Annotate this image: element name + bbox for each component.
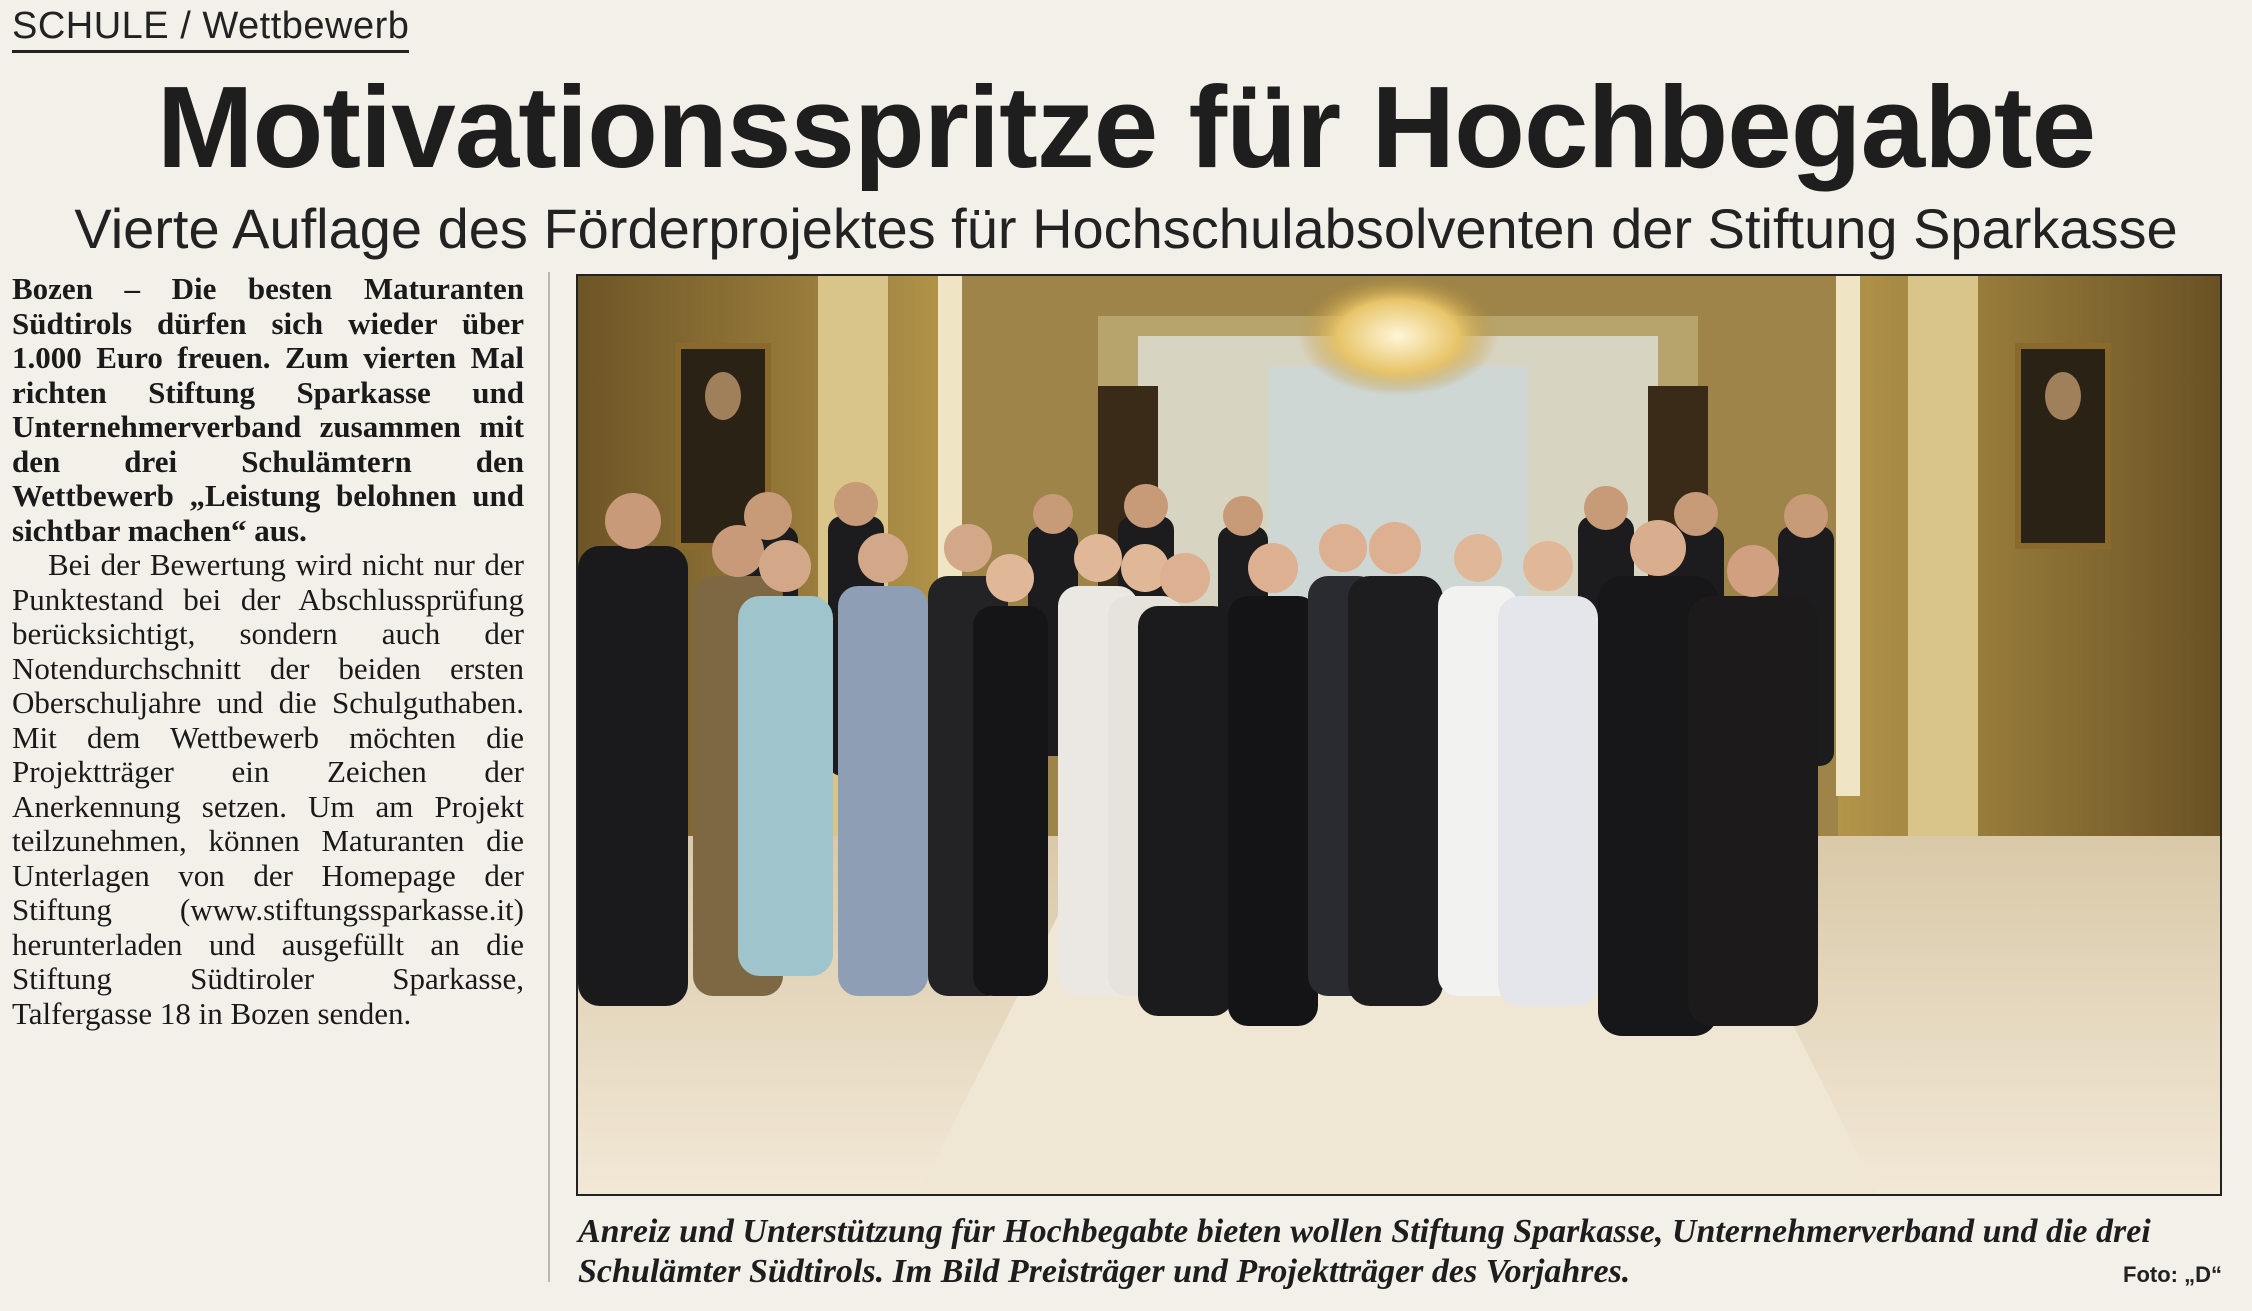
headline: Motivationsspritze für Hochbegabte xyxy=(156,62,2096,192)
article-body: Bei der Bewertung wird nicht nur der Punktestand bei der Abschlussprüfung berücksichtigt, sondern auch der Notendurchschnitt der beiden ersten Oberschuljahre und die Schulguthaben. Mit dem Wettbewerb möchten die Projektträger ein Zeichen der Anerkennung setzen. Um am Projekt teilzunehmen, können Maturanten die Unterlagen von der Homepage der Stiftung (www.stiftungssparkasse.it) herunterladen und ausgefüllt an die Stiftung Südtiroler Sparkasse, Talfergasse 18 in Bozen senden. xyxy=(12,547,524,1031)
photo-credit: Foto: „D“ xyxy=(2123,1262,2222,1287)
group-photo xyxy=(576,274,2222,1196)
photo-caption: Anreiz und Unterstützung für Hochbegabte bieten wollen Stiftung Sparkasse, Unternehmerverband und die drei Schulämter Südtirols. Im Bild Preisträger und Projektträger des Vorjahres. xyxy=(578,1213,2151,1290)
article-text-column xyxy=(12,272,524,1031)
column-divider xyxy=(548,272,550,1282)
article-lead: Bozen – Die besten Maturanten Südtirols dürfen sich wieder über 1.000 Euro freuen. Zum vierten Mal richten Stiftung Sparkasse und Unternehmerverband zusammen mit den drei Schulämtern den Wettbewerb „Leistung belohnen und sichtbar machen“ aus. xyxy=(12,271,524,548)
group-photo-illustration xyxy=(578,276,2220,1194)
section-kicker: SCHULE / Wettbewerb xyxy=(12,4,409,53)
subheadline: Vierte Auflage des Förderprojektes für Hochschulabsolventen der Stiftung Sparkasse xyxy=(74,197,2178,260)
